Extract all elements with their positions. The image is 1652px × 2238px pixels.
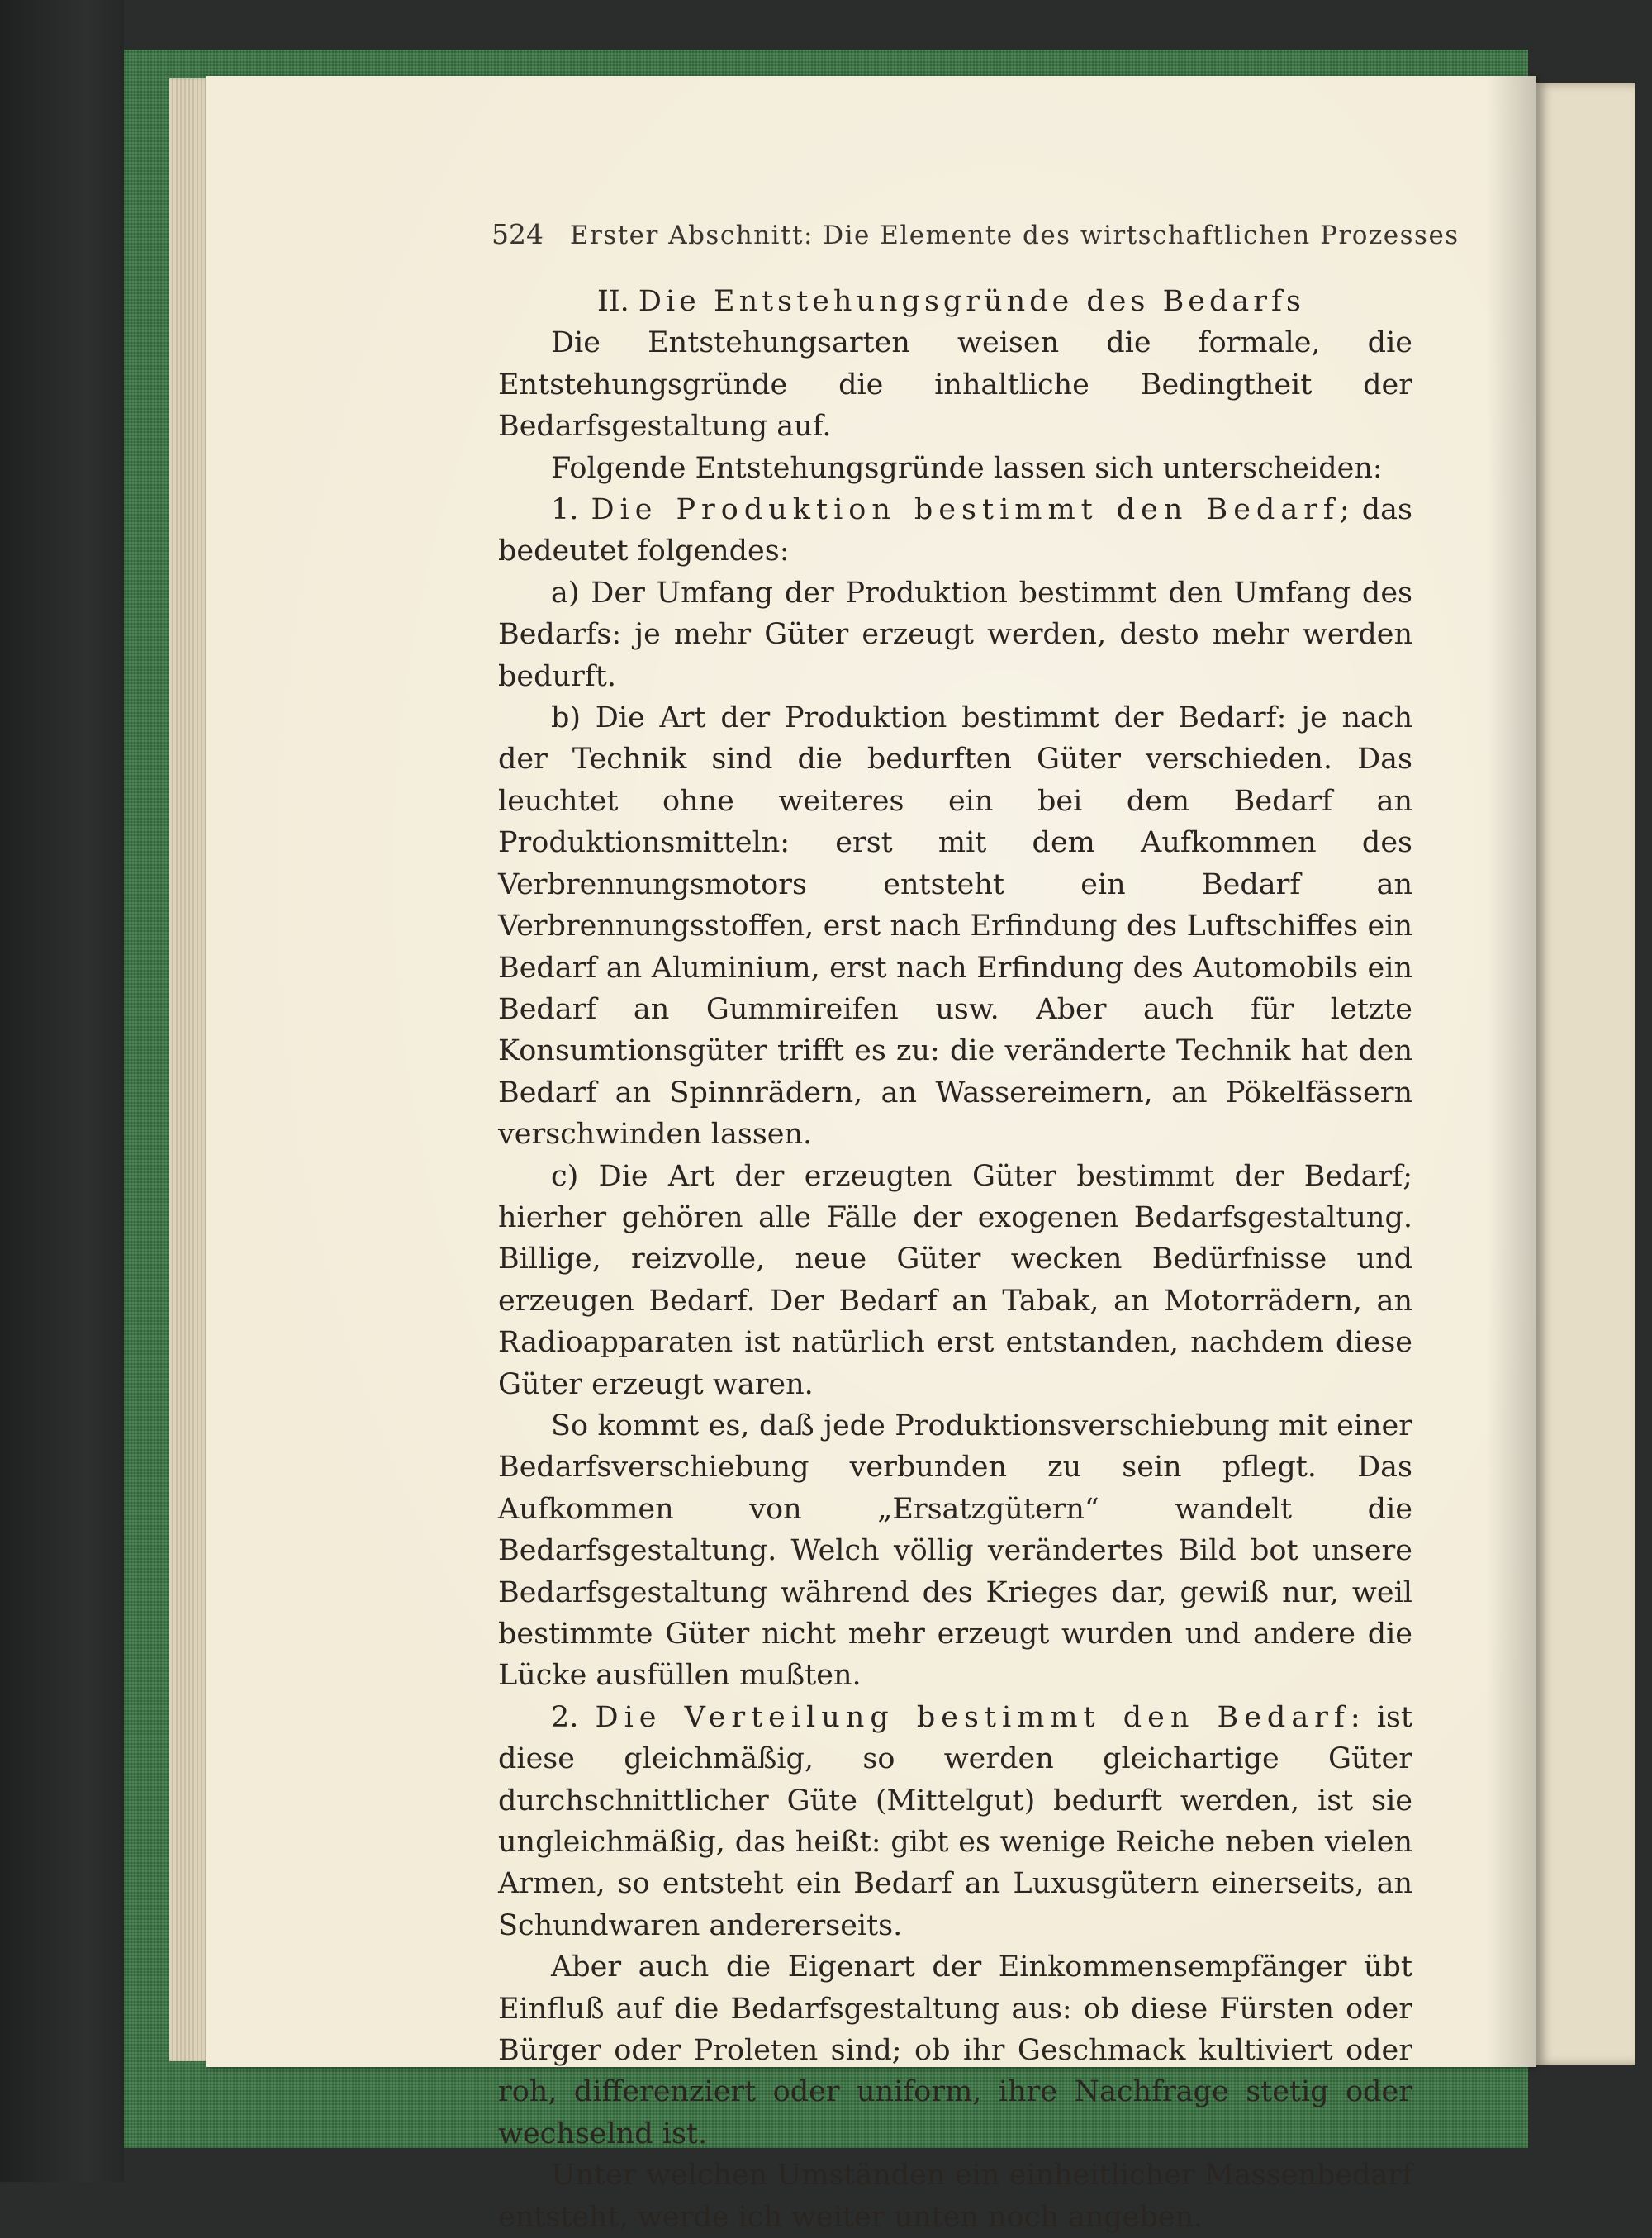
paragraph-1: Die Entstehungsarten weisen die formale, die Entstehungsgründe die inhaltliche Bedingtheit der Bedarfsgestaltung auf. — [498, 326, 1412, 444]
paragraph-8 — [498, 1697, 1412, 1946]
item-2-label: 2. — [551, 1700, 579, 1734]
paragraph-7: So kommt es, daß jede Produktionsverschiebung mit einer Bedarfsverschiebung verbunden zu sein pflegt. Das Aufkommen von „Ersatzgütern“ wandelt die Bedarfsgestaltung. Welch völlig verändertes Bild bot unsere Bedarfsgestaltung während des Krieges dar, gewiß nur, weil bestimmte Güter nicht mehr erzeugt wurden und andere die Lücke ausfüllen mußten. — [498, 1409, 1412, 1693]
running-head-title: Erster Abschnitt: Die Elemente des wirtschaftlichen Prozesses — [569, 221, 1460, 250]
paragraph-10: Unter welchen Umständen ein einheitlicher Massenbedarf entsteht, werde ich weiter unten noch angeben. — [498, 2159, 1412, 2234]
scan-background — [0, 0, 124, 2182]
section-number: II. — [597, 285, 629, 318]
paragraph-3 — [498, 489, 1412, 573]
item-1-spaced-title: Die Produktion bestimmt den Bedarf — [591, 493, 1340, 527]
gutter-shadow — [1487, 76, 1536, 2067]
body-text — [498, 281, 1412, 2238]
paragraph-5: b) Die Art der Produktion bestimmt der Bedarf: je nach der Technik sind die bedurften Güter verschieden. Das leuchtet ohne weiteres ein bei dem Bedarf an Produktionsmitteln: erst mit dem Aufkommen des Verbrennungsmotors entsteht ein Bedarf an Verbrennungsstoffen, erst nach Erfindung des Luftschiffes ein Bedarf an Aluminium, erst nach Erfindung des Automobils ein Bedarf an Gummireifen usw. Aber auch für letzte Konsumtionsgüter trifft es zu: die veränderte Technik hat den Bedarf an Spinnrädern, an Wassereimern, an Pökelfässern verschwinden lassen. — [498, 701, 1412, 1152]
facing-page-edge — [1536, 83, 1635, 2065]
page-number: 524 — [491, 218, 544, 250]
item-2-rest: : ist diese gleichmäßig, so werden gleichartige Güter durchschnittlicher Güte (Mittelgut) bedurft werden, ist sie ungleichmäßig, das heißt: gibt es wenige Reiche neben vielen Armen, so entsteht ein Bedarf an Luxusgütern einerseits, an Schundwaren andererseits. — [498, 1700, 1412, 1942]
page-edges — [169, 78, 211, 2061]
item-2-spaced-title: Die Verteilung bestimmt den Bedarf — [595, 1700, 1351, 1734]
item-1-label: 1. — [551, 493, 579, 527]
paragraph-6: c) Die Art der erzeugten Güter bestimmt der Bedarf; hierher gehören alle Fälle der exogenen Bedarfsgestaltung. Billige, reizvolle, neue Güter wecken Bedürfnisse und erzeugen Bedarf. Der Bedarf an Tabak, an Motorrädern, an Radioapparaten ist natürlich erst entstanden, nachdem diese Güter erzeugt waren. — [498, 1159, 1412, 1401]
paragraph-4: a) Der Umfang der Produktion bestimmt den Umfang des Bedarfs: je mehr Güter erzeugt werden, desto mehr werden bedurft. — [498, 576, 1412, 693]
item-1-rest: ; das bedeutet folgendes: — [498, 493, 1412, 568]
section-heading — [498, 281, 1412, 322]
section-title: Die Entstehungsgründe des Bedarfs — [638, 285, 1305, 318]
paragraph-2: Folgende Entstehungsgründe lassen sich unterscheiden: — [551, 451, 1383, 485]
paragraph-9: Aber auch die Eigenart der Einkommensempfänger übt Einfluß auf die Bedarfsgestaltung aus: ob diese Fürsten oder Bürger oder Proleten sind; ob ihr Geschmack kultiviert oder roh, differenziert oder uniform, ihre Nachfrage stetig oder wechselnd ist. — [498, 1951, 1412, 2150]
running-head — [491, 218, 1460, 250]
